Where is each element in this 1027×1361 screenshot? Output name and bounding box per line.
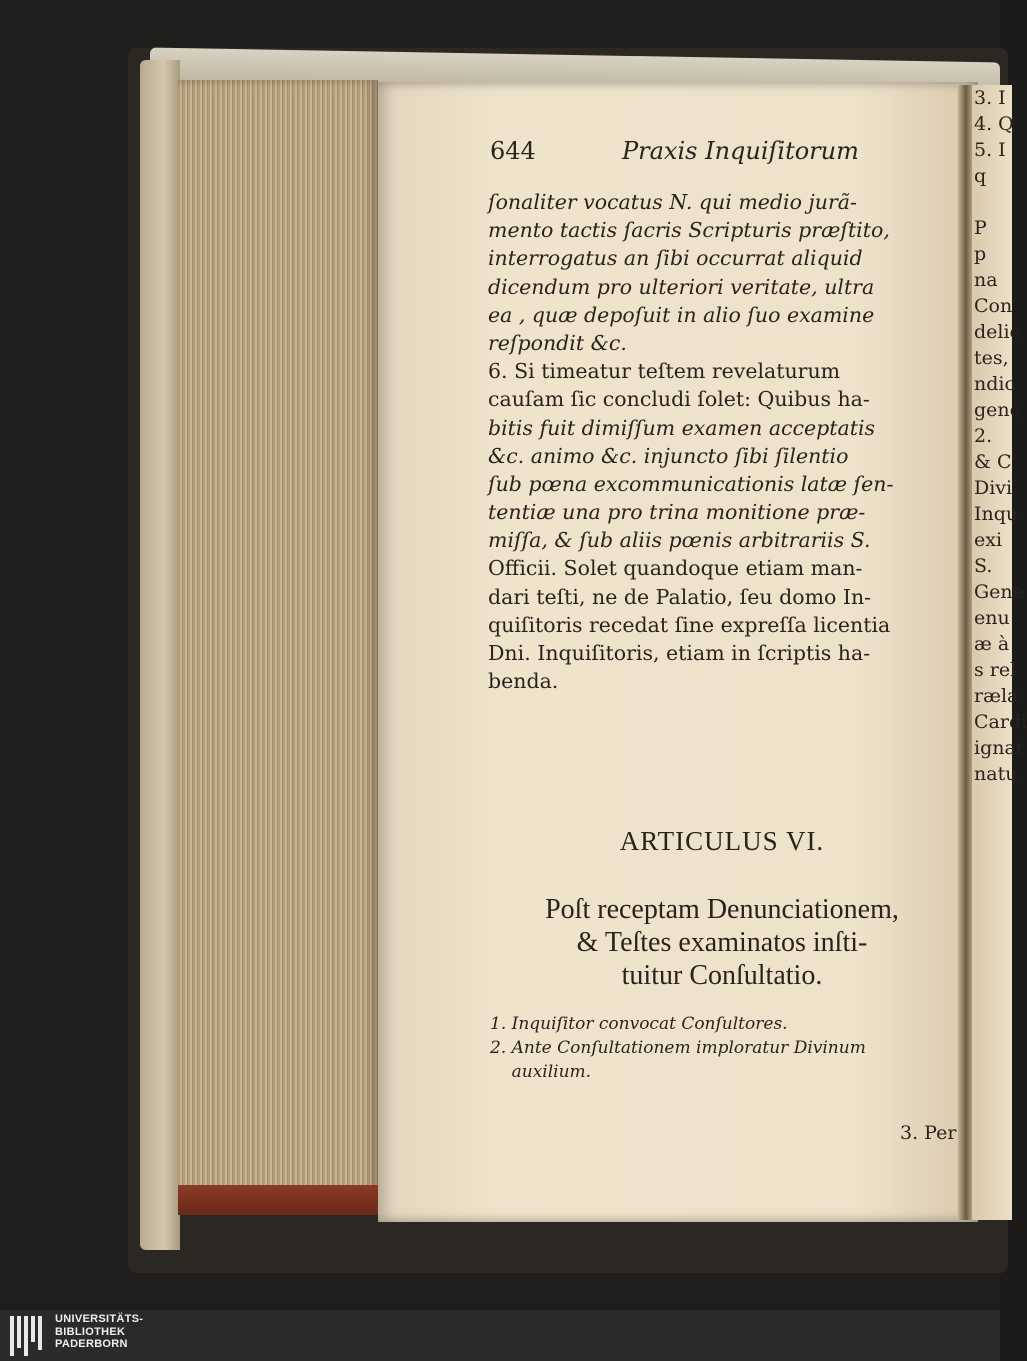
text-line: Officii. Solet quandoque etiam man-	[488, 556, 863, 581]
facing-fragment: 5. I	[974, 139, 1006, 161]
library-name-line: PADERBORN	[55, 1338, 128, 1350]
facing-fragment: q	[974, 165, 987, 187]
facing-fragment: P	[974, 217, 987, 239]
facing-fragment: S.	[974, 555, 993, 577]
facing-fragment: ræla	[974, 685, 1019, 707]
text-line: interrogatus an ſibi occurrat aliquid	[488, 246, 863, 271]
facing-fragment: tes,	[974, 347, 1009, 369]
text-line: dicendum pro ulteriori veritate, ultra	[488, 274, 875, 299]
text-line: benda.	[488, 669, 559, 694]
facing-fragment: genc	[974, 399, 1021, 421]
page-block-red-edge	[178, 1185, 378, 1215]
summary-item: 1. Inquiſitor convocat Conſultores.	[490, 1014, 788, 1034]
facing-fragment: delic	[974, 321, 1021, 343]
catchword: 3. Per	[900, 1122, 957, 1144]
footer-bar	[0, 1310, 1000, 1361]
facing-fragment: ignat	[974, 737, 1024, 759]
text-line: miſſa, & ſub aliis pœnis arbitrariis S.	[488, 528, 871, 553]
article-summary	[490, 1012, 958, 1084]
subheading-line: Poſt receptam Denunciationem,	[545, 894, 899, 925]
library-name-line: BIBLIOTHEK	[55, 1325, 126, 1338]
subheading-line: & Teſtes examinatos inſti-	[576, 927, 868, 958]
facing-fragment: 2.	[974, 425, 993, 447]
text-line: cauſam ſic concludi ſolet: Quibus ha-	[488, 387, 870, 412]
facing-page-fragment	[972, 85, 1027, 1220]
facing-fragment: 4. Q	[974, 113, 1014, 135]
facing-fragment: s rel	[974, 659, 1017, 681]
text-line: 6. Si timeatur teſtem revelaturum	[488, 359, 841, 384]
article-heading: ARTICULUS VI.	[619, 826, 825, 856]
text-line: ſub pœna excommunicationis latæ ſen-	[488, 471, 894, 496]
text-line: tentiæ una pro trina monitione præ-	[488, 500, 866, 525]
article-subheading	[488, 893, 956, 992]
library-logo-icon	[10, 1316, 44, 1356]
page-block-fore-edge	[178, 80, 378, 1205]
facing-fragment: p	[974, 243, 987, 265]
text-line: ea , quæ depoſuit in alio ſuo examine	[488, 302, 875, 327]
text-line: ſonaliter vocatus N. qui medio jurã-	[488, 190, 857, 214]
page-header	[490, 137, 859, 165]
body-text	[488, 188, 956, 695]
text-line: bitis fuit dimiſſum examen acceptatis	[488, 415, 876, 440]
facing-fragment: na	[974, 269, 998, 291]
facing-fragment: natu	[974, 763, 1018, 785]
book-cover-edge	[140, 60, 180, 1250]
page-number: 644	[490, 137, 536, 165]
text-line: dari teſti, ne de Palatio, ſeu domo In-	[488, 584, 872, 609]
text-line: reſpondit &c.	[488, 330, 627, 355]
facing-fragment: æ à	[974, 633, 1010, 655]
text-line: mento tactis ſacris Scripturis præſtito,	[488, 218, 890, 243]
subheading-line: tuitur Conſultatio.	[621, 960, 823, 991]
facing-fragment: Inqu	[974, 503, 1019, 525]
facing-fragment: enu	[974, 607, 1010, 629]
facing-fragment: ndic	[974, 373, 1016, 395]
facing-fragment: Cardi	[974, 711, 1027, 733]
text-line: &c. animo &c. injuncto ſibi ſilentio	[488, 443, 849, 468]
running-title: Praxis Inquiſitorum	[622, 137, 859, 165]
library-name-line: UNIVERSITÄTS-	[55, 1313, 144, 1325]
summary-item: 2. Ante Conſultationem imploratur Divinum	[490, 1038, 866, 1058]
facing-fragment: Gene	[974, 581, 1024, 603]
facing-fragment: 3. I	[974, 87, 1006, 109]
text-line: Dni. Inquiſitoris, etiam in ſcriptis ha-	[488, 641, 871, 665]
summary-item: auxilium.	[490, 1062, 592, 1082]
text-line: quiſitoris recedat ſine expreſſa licentia	[488, 612, 891, 637]
facing-fragment: exi	[974, 529, 1003, 551]
facing-fragment	[974, 189, 1012, 215]
facing-fragment: Con	[974, 295, 1013, 317]
facing-fragment: & C	[974, 451, 1012, 473]
library-name	[55, 1313, 143, 1351]
facing-fragment: Divi	[974, 477, 1013, 499]
